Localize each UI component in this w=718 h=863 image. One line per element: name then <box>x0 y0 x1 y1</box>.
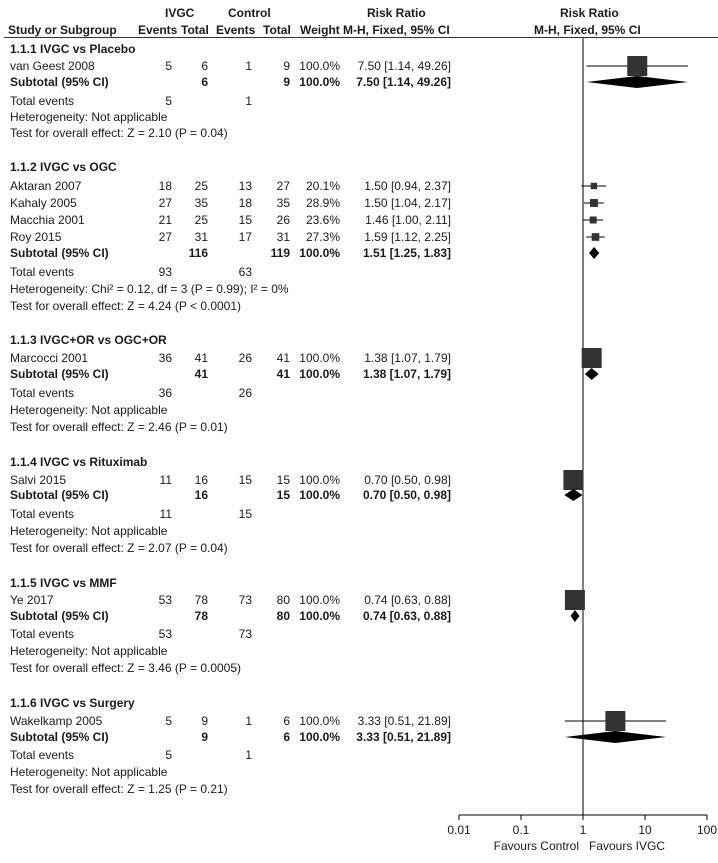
study-effect-marker <box>591 183 597 189</box>
study-ci: 1.38 [1.07, 1.79] <box>364 351 451 365</box>
study-effect-marker <box>590 216 597 223</box>
study-ci: 3.33 [0.51, 21.89] <box>357 714 451 728</box>
total-control: 80 <box>276 593 290 607</box>
heterogeneity-text: Heterogeneity: Not applicable <box>10 644 168 658</box>
total-events-label: Total events <box>10 94 75 108</box>
subtotal-n-ivgc: 41 <box>194 367 208 381</box>
subtotal-weight: 100.0% <box>299 75 340 89</box>
study-effect-marker <box>590 199 598 207</box>
events-ivgc: 36 <box>158 351 172 365</box>
header-group2: Control <box>228 6 271 20</box>
pooled-effect-diamond <box>571 610 580 622</box>
events-ivgc: 53 <box>158 593 172 607</box>
study-effect-marker <box>627 56 647 76</box>
total-control: 31 <box>276 230 290 244</box>
overall-effect-text: Test for overall effect: Z = 2.46 (P = 0.01) <box>10 420 228 434</box>
total-events-control: 15 <box>238 507 252 521</box>
study-name: Macchia 2001 <box>10 213 85 227</box>
heterogeneity-text: Heterogeneity: Not applicable <box>10 765 168 779</box>
subtotal-label: Subtotal (95% CI) <box>10 367 109 381</box>
overall-effect-text: Test for overall effect: Z = 3.46 (P = 0.0005) <box>10 661 242 675</box>
study-ci: 1.59 [1.12, 2.25] <box>364 230 451 244</box>
header-method-right: M-H, Fixed, 95% CI <box>534 23 641 37</box>
total-events-label: Total events <box>10 748 75 762</box>
events-ivgc: 27 <box>158 196 172 210</box>
subtotal-weight: 100.0% <box>299 367 340 381</box>
subgroup-title: 1.1.6 IVGC vs Surgery <box>10 696 135 710</box>
subtotal-label: Subtotal (95% CI) <box>10 246 109 260</box>
pooled-effect-diamond <box>565 731 666 743</box>
events-control: 1 <box>245 714 252 728</box>
x-tick-label: 10 <box>638 823 652 837</box>
events-control: 17 <box>238 230 252 244</box>
header-events2: Events <box>216 23 256 37</box>
total-control: 26 <box>276 213 290 227</box>
subtotal-ci: 7.50 [1.14, 49.26] <box>356 75 451 89</box>
subtotal-weight: 100.0% <box>299 488 340 502</box>
study-name: Salvi 2015 <box>10 473 67 487</box>
study-name: Kahaly 2005 <box>10 196 77 210</box>
x-tick-label: 0.1 <box>512 823 530 837</box>
subtotal-weight: 100.0% <box>299 609 340 623</box>
total-events-ivgc: 5 <box>165 748 172 762</box>
events-control: 1 <box>245 59 252 73</box>
total-control: 15 <box>276 473 290 487</box>
events-ivgc: 11 <box>159 473 172 487</box>
subtotal-n-ivgc: 78 <box>194 609 208 623</box>
pooled-effect-diamond <box>587 76 688 88</box>
overall-effect-text: Test for overall effect: Z = 2.10 (P = 0.04) <box>10 126 228 140</box>
study-weight: 23.6% <box>305 213 340 227</box>
total-events-control: 26 <box>238 386 252 400</box>
heterogeneity-text: Heterogeneity: Not applicable <box>10 110 168 124</box>
study-ci: 1.50 [1.04, 2.17] <box>364 196 451 210</box>
study-weight: 100.0% <box>299 59 340 73</box>
subtotal-label: Subtotal (95% CI) <box>10 730 109 744</box>
total-ivgc: 35 <box>194 196 208 210</box>
total-control: 6 <box>283 714 290 728</box>
header-method-left: M-H, Fixed, 95% CI <box>343 23 450 37</box>
subtotal-n-control: 9 <box>283 75 290 89</box>
overall-effect-text: Test for overall effect: Z = 4.24 (P < 0.0001) <box>10 299 242 313</box>
events-ivgc: 5 <box>165 714 172 728</box>
overall-effect-text: Test for overall effect: Z = 1.25 (P = 0.21) <box>10 782 228 796</box>
favours-right-label: Favours IVGC <box>589 839 666 853</box>
total-events-control: 1 <box>245 94 252 108</box>
events-control: 26 <box>238 351 252 365</box>
study-name: van Geest 2008 <box>10 59 95 73</box>
total-events-ivgc: 5 <box>165 94 172 108</box>
subgroup-title: 1.1.2 IVGC vs OGC <box>10 160 117 174</box>
total-control: 9 <box>283 59 290 73</box>
study-name: Aktaran 2007 <box>10 179 82 193</box>
study-effect-marker <box>582 348 602 368</box>
subtotal-n-ivgc: 16 <box>194 488 208 502</box>
subtotal-n-control: 119 <box>270 246 290 260</box>
total-events-label: Total events <box>10 627 75 641</box>
total-ivgc: 41 <box>194 351 208 365</box>
pooled-effect-diamond <box>585 368 599 380</box>
subtotal-ci: 1.38 [1.07, 1.79] <box>362 367 451 381</box>
total-ivgc: 25 <box>194 213 208 227</box>
study-effect-marker <box>563 470 583 490</box>
study-ci: 1.50 [0.94, 2.37] <box>364 179 451 193</box>
study-ci: 0.70 [0.50, 0.98] <box>364 473 451 487</box>
subtotal-ci: 1.51 [1.25, 1.83] <box>362 246 451 260</box>
subgroup-title: 1.1.4 IVGC vs Rituximab <box>10 455 148 469</box>
study-effect-marker <box>565 590 585 610</box>
pooled-effect-diamond <box>589 247 599 259</box>
header-weight: Weight <box>300 23 340 37</box>
total-ivgc: 25 <box>194 179 208 193</box>
favours-left-label: Favours Control <box>493 839 579 853</box>
study-ci: 0.74 [0.63, 0.88] <box>364 593 451 607</box>
x-tick-label: 100 <box>696 823 718 837</box>
heterogeneity-text: Heterogeneity: Not applicable <box>10 403 168 417</box>
events-control: 73 <box>238 593 252 607</box>
total-events-control: 63 <box>238 265 252 279</box>
study-effect-marker <box>592 233 600 241</box>
total-events-ivgc: 53 <box>158 627 172 641</box>
events-control: 18 <box>238 196 252 210</box>
subtotal-ci: 0.70 [0.50, 0.98] <box>362 488 451 502</box>
subgroup-title: 1.1.1 IVGC vs Placebo <box>10 42 136 56</box>
total-ivgc: 31 <box>194 230 208 244</box>
total-ivgc: 16 <box>194 473 208 487</box>
subtotal-label: Subtotal (95% CI) <box>10 75 109 89</box>
total-control: 35 <box>276 196 290 210</box>
total-events-control: 1 <box>245 748 252 762</box>
events-control: 13 <box>238 179 252 193</box>
total-control: 27 <box>276 179 290 193</box>
subgroup-title: 1.1.5 IVGC vs MMF <box>10 576 117 590</box>
total-events-ivgc: 11 <box>159 507 172 521</box>
total-ivgc: 6 <box>201 59 208 73</box>
total-events-control: 73 <box>238 627 252 641</box>
total-control: 41 <box>276 351 290 365</box>
events-ivgc: 18 <box>158 179 172 193</box>
study-name: Ye 2017 <box>10 593 54 607</box>
total-events-label: Total events <box>10 265 75 279</box>
subtotal-weight: 100.0% <box>299 730 340 744</box>
study-weight: 20.1% <box>305 179 340 193</box>
overall-effect-text: Test for overall effect: Z = 2.07 (P = 0.04) <box>10 541 228 555</box>
header-group1: IVGC <box>165 6 195 20</box>
header-study-col: Study or Subgroup <box>8 23 117 37</box>
total-events-label: Total events <box>10 386 75 400</box>
subtotal-ci: 0.74 [0.63, 0.88] <box>362 609 451 623</box>
study-name: Marcocci 2001 <box>10 351 89 365</box>
subtotal-n-ivgc: 6 <box>201 75 208 89</box>
events-ivgc: 5 <box>165 59 172 73</box>
subtotal-n-ivgc: 116 <box>188 246 208 260</box>
study-weight: 27.3% <box>305 230 340 244</box>
header-events1: Events <box>138 23 178 37</box>
subtotal-n-control: 80 <box>276 609 290 623</box>
study-weight: 100.0% <box>299 593 340 607</box>
events-control: 15 <box>238 213 252 227</box>
total-ivgc: 78 <box>194 593 208 607</box>
study-effect-marker <box>605 711 625 731</box>
total-ivgc: 9 <box>201 714 208 728</box>
study-weight: 100.0% <box>299 351 340 365</box>
study-weight: 100.0% <box>299 714 340 728</box>
total-events-ivgc: 93 <box>158 265 172 279</box>
events-control: 15 <box>238 473 252 487</box>
subtotal-weight: 100.0% <box>299 246 340 260</box>
subtotal-n-control: 41 <box>276 367 290 381</box>
events-ivgc: 27 <box>158 230 172 244</box>
study-name: Wakelkamp 2005 <box>10 714 103 728</box>
subtotal-label: Subtotal (95% CI) <box>10 488 109 502</box>
total-events-label: Total events <box>10 507 75 521</box>
events-ivgc: 21 <box>158 213 172 227</box>
study-weight: 28.9% <box>305 196 340 210</box>
subtotal-n-control: 15 <box>276 488 290 502</box>
subtotal-label: Subtotal (95% CI) <box>10 609 109 623</box>
subtotal-ci: 3.33 [0.51, 21.89] <box>356 730 451 744</box>
heterogeneity-text: Heterogeneity: Not applicable <box>10 524 168 538</box>
study-ci: 7.50 [1.14, 49.26] <box>357 59 451 73</box>
study-name: Roy 2015 <box>10 230 62 244</box>
header-total2: Total <box>263 23 291 37</box>
header-effect-title-left: Risk Ratio <box>367 6 426 20</box>
heterogeneity-text: Heterogeneity: Chi² = 0.12, df = 3 (P = 0.99); I² = 0% <box>10 282 289 296</box>
subtotal-n-control: 6 <box>283 730 290 744</box>
subtotal-n-ivgc: 9 <box>201 730 208 744</box>
header-effect-title-right: Risk Ratio <box>560 6 619 20</box>
x-tick-label: 0.01 <box>447 823 471 837</box>
subgroup-title: 1.1.3 IVGC+OR vs OGC+OR <box>10 333 167 347</box>
total-events-ivgc: 36 <box>158 386 172 400</box>
header-total1: Total <box>181 23 209 37</box>
study-ci: 1.46 [1.00, 2.11] <box>365 213 451 227</box>
x-tick-label: 1 <box>579 823 587 837</box>
study-weight: 100.0% <box>299 473 340 487</box>
pooled-effect-diamond <box>564 489 582 501</box>
